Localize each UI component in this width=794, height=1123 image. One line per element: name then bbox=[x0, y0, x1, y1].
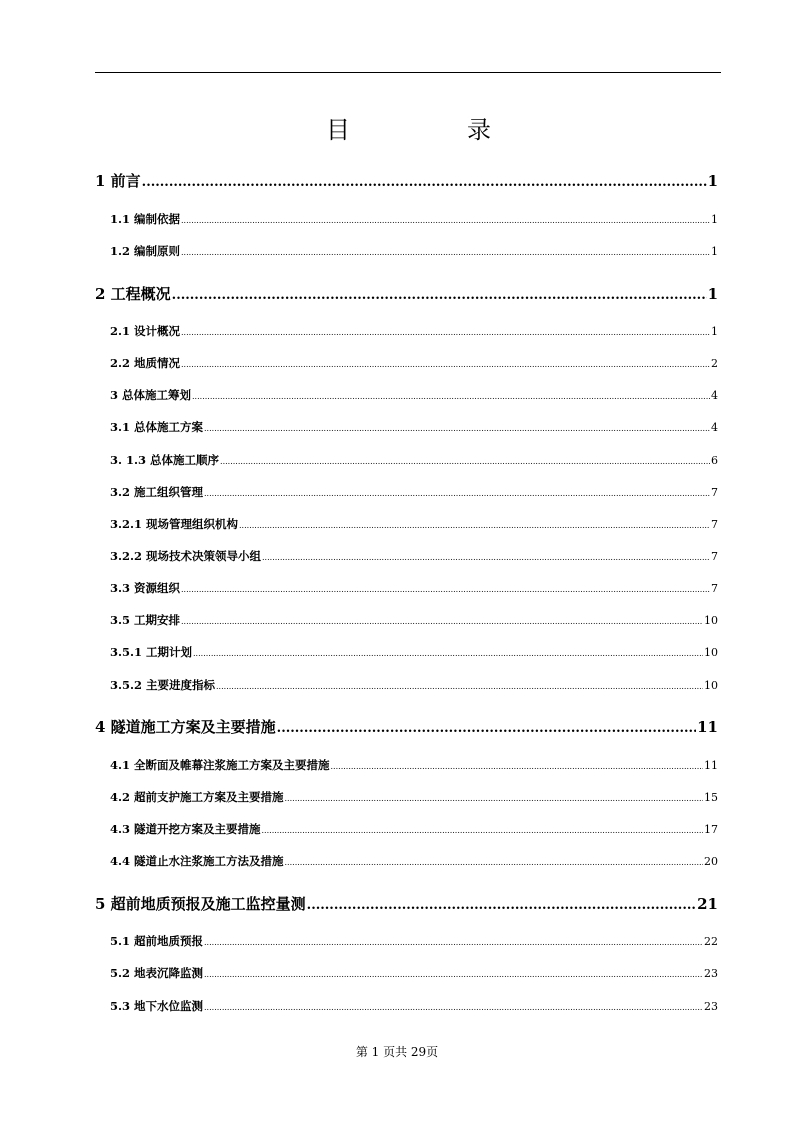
toc-entry-label: 4.2 超前支护施工方案及主要措施 bbox=[110, 790, 284, 804]
toc-leader-dots bbox=[142, 175, 707, 190]
toc-entry[interactable] bbox=[110, 998, 718, 1014]
toc-leader-dots bbox=[277, 721, 696, 736]
toc-entry-page: 22 bbox=[704, 935, 718, 948]
toc-entry-label: 3.2 施工组织管理 bbox=[110, 485, 204, 499]
toc-entry[interactable] bbox=[110, 484, 718, 500]
toc-entry[interactable] bbox=[110, 323, 718, 339]
toc-entry-page: 11 bbox=[704, 759, 718, 772]
toc-leader-dots bbox=[204, 1003, 703, 1012]
toc-entry-label: 3.5.2 主要进度指标 bbox=[110, 678, 216, 692]
toc-entry[interactable] bbox=[110, 387, 718, 403]
toc-entry-page: 7 bbox=[711, 550, 718, 563]
toc-entry-label: 3 总体施工筹划 bbox=[110, 388, 192, 402]
toc-entry[interactable] bbox=[110, 548, 718, 564]
toc-entry-label: 3.5 工期安排 bbox=[110, 613, 181, 627]
toc-leader-dots bbox=[181, 248, 710, 257]
toc-entry-page: 7 bbox=[711, 582, 718, 595]
toc-entry-page: 23 bbox=[704, 1000, 718, 1013]
toc-entry[interactable] bbox=[110, 965, 718, 981]
toc-entry[interactable] bbox=[110, 452, 718, 468]
toc-leader-dots bbox=[220, 457, 710, 466]
toc-entry-label: 2.2 地质情况 bbox=[110, 356, 181, 370]
toc-title bbox=[0, 110, 794, 144]
toc-entry[interactable] bbox=[110, 821, 718, 837]
toc-entry-label: 5.3 地下水位监测 bbox=[110, 999, 204, 1013]
toc-entry-page: 23 bbox=[704, 967, 718, 980]
toc-entry[interactable] bbox=[110, 644, 718, 660]
toc-leader-dots bbox=[285, 794, 703, 803]
toc-entry[interactable] bbox=[110, 355, 718, 371]
toc-entry-label: 5.1 超前地质预报 bbox=[110, 934, 204, 948]
toc-entry-label: 5.2 地表沉降监测 bbox=[110, 966, 204, 980]
toc-entry-page: 1 bbox=[711, 213, 718, 226]
toc-entry-label: 4 隧道施工方案及主要措施 bbox=[95, 718, 276, 736]
toc-entry[interactable] bbox=[95, 893, 718, 914]
toc-entry-label: 3.3 资源组织 bbox=[110, 581, 181, 595]
header-rule bbox=[95, 72, 721, 73]
toc-leader-dots bbox=[262, 553, 710, 562]
toc-entry-label: 2 工程概况 bbox=[95, 285, 171, 303]
toc-leader-dots bbox=[262, 826, 703, 835]
toc-leader-dots bbox=[172, 288, 707, 303]
toc-entry-page: 1 bbox=[707, 285, 718, 303]
toc-entry-label: 3.1 总体施工方案 bbox=[110, 420, 204, 434]
toc-entry-page: 7 bbox=[711, 518, 718, 531]
toc-entry[interactable] bbox=[110, 211, 718, 227]
toc-entry-label: 2.1 设计概况 bbox=[110, 324, 181, 338]
toc-entry[interactable] bbox=[110, 243, 718, 259]
toc-leader-dots bbox=[307, 898, 696, 913]
toc-leader-dots bbox=[331, 762, 703, 771]
toc-entry-page: 10 bbox=[704, 679, 718, 692]
toc-leader-dots bbox=[204, 424, 710, 433]
toc-entry-label: 3.5.1 工期计划 bbox=[110, 645, 193, 659]
toc-entry[interactable] bbox=[110, 789, 718, 805]
toc-entry-label: 4.4 隧道止水注浆施工方法及措施 bbox=[110, 854, 284, 868]
toc-entry[interactable] bbox=[110, 419, 718, 435]
toc-leader-dots bbox=[204, 489, 710, 498]
toc-entry-page: 17 bbox=[704, 823, 718, 836]
toc-entry[interactable] bbox=[110, 757, 718, 773]
toc-entry-label: 3. 1.3 总体施工顺序 bbox=[110, 453, 220, 467]
page-footer: 第 1 页共 29页 bbox=[355, 1045, 439, 1059]
title-char-1: 目 bbox=[326, 116, 350, 144]
toc-entry[interactable] bbox=[110, 580, 718, 596]
toc-entry-page: 15 bbox=[704, 791, 718, 804]
toc-entry-page: 11 bbox=[697, 718, 718, 736]
toc-entry[interactable] bbox=[110, 677, 718, 693]
toc-entry-label: 3.2.2 现场技术决策领导小组 bbox=[110, 549, 262, 563]
toc-entry-page: 10 bbox=[704, 614, 718, 627]
toc-leader-dots bbox=[204, 938, 703, 947]
toc-entry-page: 4 bbox=[711, 421, 718, 434]
toc-entry-page: 2 bbox=[711, 357, 718, 370]
toc-leader-dots bbox=[216, 682, 703, 691]
toc-entry[interactable] bbox=[110, 933, 718, 949]
toc-entry[interactable] bbox=[110, 612, 718, 628]
toc-entry-page: 4 bbox=[711, 389, 718, 402]
toc-entry[interactable] bbox=[110, 853, 718, 869]
toc-leader-dots bbox=[181, 216, 710, 225]
toc-entry-label: 1.2 编制原则 bbox=[110, 244, 181, 258]
toc-entry-page: 6 bbox=[711, 454, 718, 467]
toc-leader-dots bbox=[193, 649, 703, 658]
toc-entry-page: 1 bbox=[711, 325, 718, 338]
toc-leader-dots bbox=[181, 328, 710, 337]
title-char-2: 录 bbox=[467, 116, 491, 144]
toc-leader-dots bbox=[181, 585, 710, 594]
toc-leader-dots bbox=[239, 521, 710, 530]
toc-entry-page: 20 bbox=[704, 855, 718, 868]
toc-entry[interactable] bbox=[110, 516, 718, 532]
toc-entry[interactable] bbox=[95, 716, 718, 737]
toc-entry-label: 1.1 编制依据 bbox=[110, 212, 181, 226]
toc-leader-dots bbox=[192, 392, 710, 401]
toc-entry-label: 1 前言 bbox=[95, 172, 141, 190]
toc-entry-label: 5 超前地质预报及施工监控量测 bbox=[95, 895, 306, 913]
toc-entry-page: 7 bbox=[711, 486, 718, 499]
toc-entry-label: 4.1 全断面及帷幕注浆施工方案及主要措施 bbox=[110, 758, 330, 772]
toc-entry-page: 10 bbox=[704, 646, 718, 659]
toc-leader-dots bbox=[181, 360, 710, 369]
toc-leader-dots bbox=[204, 970, 703, 979]
toc-entry-page: 21 bbox=[697, 895, 718, 913]
toc-entry[interactable] bbox=[95, 170, 718, 191]
toc-entry-label: 3.2.1 现场管理组织机构 bbox=[110, 517, 239, 531]
toc-entry-page: 1 bbox=[711, 245, 718, 258]
toc-entry-page: 1 bbox=[707, 172, 718, 190]
toc-entry-label: 4.3 隧道开挖方案及主要措施 bbox=[110, 822, 261, 836]
toc-leader-dots bbox=[285, 858, 703, 867]
toc-leader-dots bbox=[181, 617, 703, 626]
toc-entry[interactable] bbox=[95, 283, 718, 304]
